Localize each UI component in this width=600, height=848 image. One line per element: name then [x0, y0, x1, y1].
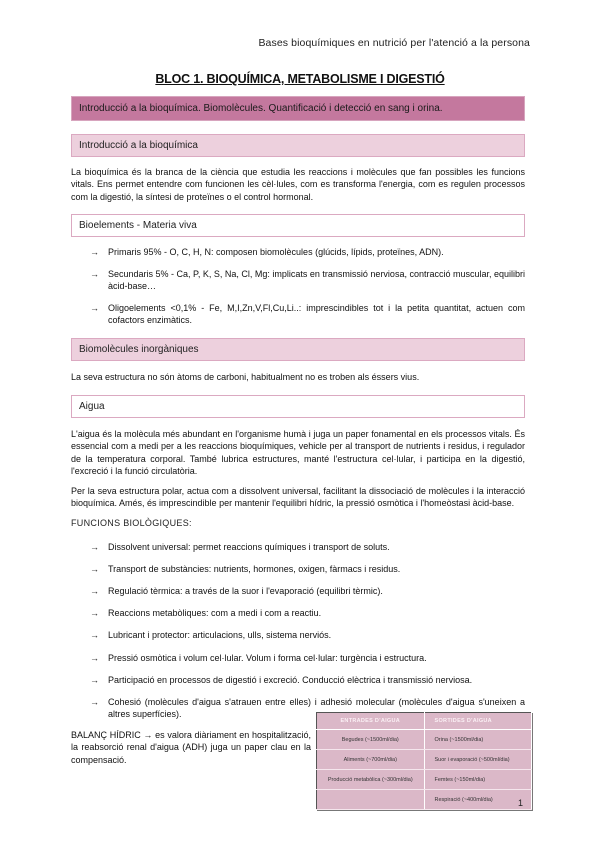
function-item: → Regulació tèrmica: a través de la suor i l'evaporació (equilibri tèrmic).: [90, 586, 383, 596]
water-balance-table: [316, 712, 532, 810]
header-water-inputs: ENTRADES D'AIGUA: [317, 713, 425, 730]
arrow-bullet-icon: →: [90, 697, 99, 707]
section-heading-inorganic: [71, 338, 525, 361]
function-item: → Cohesió (molècules d'aigua s'atrauen entre elles) i adhesió molecular (molècules d'aigua s'uneixen a altres superfícies).: [90, 697, 525, 720]
bioelement-item: → Primaris 95% - O, C, H, N: composen biomolècules (glúcids, lípids, proteïnes, ADN).: [90, 247, 444, 257]
topic-banner-text: Introducció a la bioquímica. Biomolècules. Quantificació i detecció en sang i orina.: [79, 103, 443, 114]
table-row: [317, 790, 532, 810]
table-cell: Respiració (~400ml/dia): [424, 790, 532, 810]
section-heading-water: [71, 395, 525, 418]
topic-banner: [71, 96, 525, 121]
arrow-bullet-icon: →: [90, 542, 99, 552]
function-item: → Dissolvent universal: permet reaccions químiques i transport de soluts.: [90, 542, 390, 552]
table-cell: [317, 790, 425, 810]
arrow-bullet-icon: →: [90, 303, 99, 313]
function-item: → Lubricant i protector: articulacions, ulls, sistema nerviós.: [90, 630, 332, 640]
water-paragraph-2: Per la seva estructura polar, actua com a dissolvent universal, facilitant la dissociació de molècules i la interacció bioquímica. Amés, és imprescindible per mantenir l'equilibri hídric, la pressió osmòtica i l'homeòstasi àcid-base.: [71, 486, 525, 509]
functions-label: FUNCIONS BIOLÒGIQUES:: [71, 518, 192, 528]
document-title: BLOC 1. BIOQUÍMICA, METABOLISME I DIGESTIÓ: [155, 72, 445, 86]
section-heading-text: Aigua: [79, 401, 105, 412]
page-number: 1: [518, 798, 524, 808]
arrow-bullet-icon: →: [90, 630, 99, 640]
table-cell: Femtes (~150ml/dia): [424, 770, 532, 790]
arrow-bullet-icon: →: [90, 653, 99, 663]
intro-paragraph: La bioquímica és la branca de la ciència que estudia les reaccions i molècules que fan possibles les funcions vitals. Ens permet entendre com funcionen les cèl·lules, com es transforma l'energia, com es regulen processos com la digestió, la síntesi de proteïnes o el control hormonal.: [71, 167, 525, 202]
arrow-bullet-icon: →: [90, 247, 99, 257]
header-water-outputs: SORTIDES D'AIGUA: [424, 713, 532, 730]
arrow-bullet-icon: →: [90, 608, 99, 618]
table-cell: Aliments (~700ml/dia): [317, 750, 425, 770]
function-item: → Pressió osmòtica i volum cel·lular. Volum i forma cel·lular: turgència i estructura.: [90, 653, 427, 663]
arrow-bullet-icon: →: [90, 564, 99, 574]
arrow-bullet-icon: →: [90, 269, 99, 279]
bioelement-item: → Secundaris 5% - Ca, P, K, S, Na, Cl, Mg: implicats en transmissió nerviosa, contracció muscular, equilibri àcid-base…: [90, 269, 525, 292]
water-paragraph-1: L'aigua és la molècula més abundant en l'organisme humà i juga un paper fonamental en els processos vitals. És essencial com a medi per a les reaccions bioquímiques, vehicle per al transport de nutrients i residus, i regulador de la temperatura corporal. També lubrica estructures, manté l'estructura cel·lular, i participa en la digestió, l'excreció i la funció circulatòria.: [71, 429, 525, 476]
bioelement-item: → Oligoelements <0,1% - Fe, M,I,Zn,V,Fl,Cu,Li..: imprescindibles tot i la petita quantitat, actuen com cofactors enzimàtics.: [90, 303, 525, 326]
function-item: → Participació en processos de digestió i excreció. Conducció elèctrica i transmissió nerviosa.: [90, 675, 473, 685]
water-balance-paragraph: BALANÇ HÍDRIC → es valora diàriament en hospitalització, la reabsorció renal d'aigua (ADH) juga un paper clau en la compensació.: [71, 730, 311, 765]
table-row: [317, 730, 532, 750]
arrow-bullet-icon: →: [90, 586, 99, 596]
function-item: → Transport de substàncies: nutrients, hormones, oxigen, fàrmacs i residus.: [90, 564, 401, 574]
section-heading-intro: [71, 134, 525, 157]
inorganic-paragraph: La seva estructura no són àtoms de carboni, habitualment no es troben als éssers vius.: [71, 372, 420, 382]
table-cell: Producció metabòlica (~300ml/dia): [317, 770, 425, 790]
section-heading-text: Biomolècules inorgàniques: [79, 344, 199, 355]
table-cell: Orina (~1500ml/dia): [424, 730, 532, 750]
section-heading-text: Bioelements - Materia viva: [79, 220, 197, 231]
section-heading-text: Introducció a la bioquímica: [79, 140, 198, 151]
section-heading-bioelements: [71, 214, 525, 237]
function-item: → Reaccions metabòliques: com a medi i com a reactiu.: [90, 608, 322, 618]
table-row: [317, 750, 532, 770]
arrow-bullet-icon: →: [90, 675, 99, 685]
table-row: [317, 770, 532, 790]
table-header-row: [317, 713, 532, 730]
running-header: Bases bioquímiques en nutrició per l'atenció a la persona: [258, 37, 530, 49]
table-cell: Begudes (~1500ml/dia): [317, 730, 425, 750]
table-cell: Suor i evaporació (~500ml/dia): [424, 750, 532, 770]
